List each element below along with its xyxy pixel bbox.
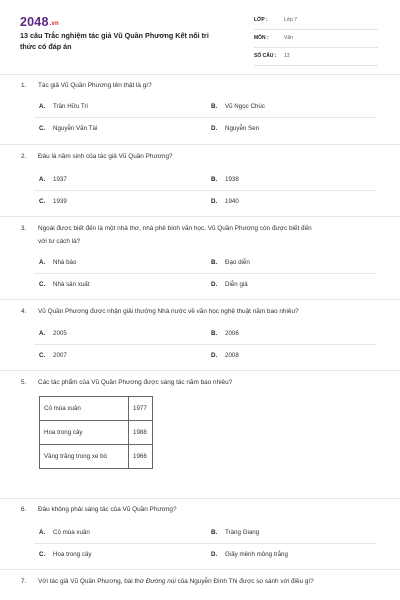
page-header xyxy=(0,0,400,82)
option-b[interactable]: B. Tràng Giang xyxy=(211,529,260,536)
question-divider xyxy=(0,569,400,570)
question-divider xyxy=(0,370,400,371)
option-b[interactable]: B. Vũ Ngọc Chúc xyxy=(211,103,265,110)
table-cell-year: 1977 xyxy=(129,397,153,421)
option-divider xyxy=(34,344,376,345)
question-divider xyxy=(0,299,400,300)
option-d[interactable]: D. 1940 xyxy=(211,198,239,205)
question-text: 1. Tác giả Vũ Quần Phương tên thật là gì? xyxy=(21,82,152,89)
poem-title: Đường núi xyxy=(145,578,176,585)
table-cell-work: Vầng trăng trong xe bò xyxy=(40,445,129,469)
option-b[interactable]: B. 1938 xyxy=(211,176,239,183)
option-d[interactable]: D. Giấy mênh mông trắng xyxy=(211,551,288,558)
option-a[interactable]: A. Cỏ mùa xuân xyxy=(39,529,90,536)
option-a[interactable]: A. Nhà báo xyxy=(39,259,77,266)
question-divider xyxy=(0,498,400,499)
option-b[interactable]: B. Đạo diễn xyxy=(211,259,250,266)
question-text: 2. Đâu là năm sinh của tác giả Vũ Quần Phương? xyxy=(21,153,173,160)
table-cell-year: 1988 xyxy=(129,421,153,445)
table-row xyxy=(40,445,153,469)
question-text: 7. Với tác giả Vũ Quần Phương, bài thơ Đường núi của Nguyễn Đình Thi được so sánh với điều gì? xyxy=(21,578,314,585)
table-row xyxy=(40,397,153,421)
document-meta xyxy=(254,14,378,68)
meta-question-count: SỐ CÂU : 13 xyxy=(254,50,378,66)
question-text: 6. Đâu không phải sáng tác của Vũ Quần Phương? xyxy=(21,506,177,513)
question-text: 4. Vũ Quần Phương được nhận giải thưởng Nhà nước về văn học nghệ thuật năm bao nhiêu? xyxy=(21,308,299,315)
option-c[interactable]: C. Nguyễn Văn Tài xyxy=(39,125,98,132)
question-text: 5. Các tác phẩm của Vũ Quần Phương được sáng tác năm bao nhiêu? xyxy=(21,379,233,386)
document-title: 13 câu Trắc nghiệm tác giả Vũ Quần Phương Kết nối tri thức có đáp án xyxy=(20,31,209,51)
option-divider xyxy=(34,190,376,191)
option-c[interactable]: C. 1939 xyxy=(39,198,67,205)
option-b[interactable]: B. 2006 xyxy=(211,330,239,337)
question-divider xyxy=(0,144,400,145)
table-cell-work: Cỏ mùa xuân xyxy=(40,397,129,421)
option-divider xyxy=(34,117,376,118)
option-c[interactable]: C. Hoa trong cây xyxy=(39,551,92,558)
question-divider xyxy=(0,216,400,217)
meta-subject: MÔN : Văn xyxy=(254,32,378,48)
table-row xyxy=(40,421,153,445)
header-divider xyxy=(0,74,400,75)
meta-class: LỚP : Lớp 7 xyxy=(254,14,378,30)
option-c[interactable]: C. 2007 xyxy=(39,352,67,359)
table-cell-work: Hoa trong cây xyxy=(40,421,129,445)
option-divider xyxy=(34,273,376,274)
site-logo[interactable]: 2048.vn xyxy=(20,15,59,29)
option-a[interactable]: A. 1937 xyxy=(39,176,67,183)
question-text: 3. Ngoài được biết đến là một nhà thơ, nhà phê bình văn học, Vũ Quần Phương còn được biết đến với tư cách là? xyxy=(21,225,312,245)
option-divider xyxy=(34,543,376,544)
option-a[interactable]: A. 2005 xyxy=(39,330,67,337)
option-c[interactable]: C. Nhà sản xuất xyxy=(39,281,90,288)
option-a[interactable]: A. Trần Hữu Tri xyxy=(39,103,88,110)
option-d[interactable]: D. 2008 xyxy=(211,352,239,359)
option-d[interactable]: D. Diễn giả xyxy=(211,281,248,288)
works-table xyxy=(39,396,153,469)
option-d[interactable]: D. Nguyễn Sen xyxy=(211,125,260,132)
table-cell-year: 1966 xyxy=(129,445,153,469)
